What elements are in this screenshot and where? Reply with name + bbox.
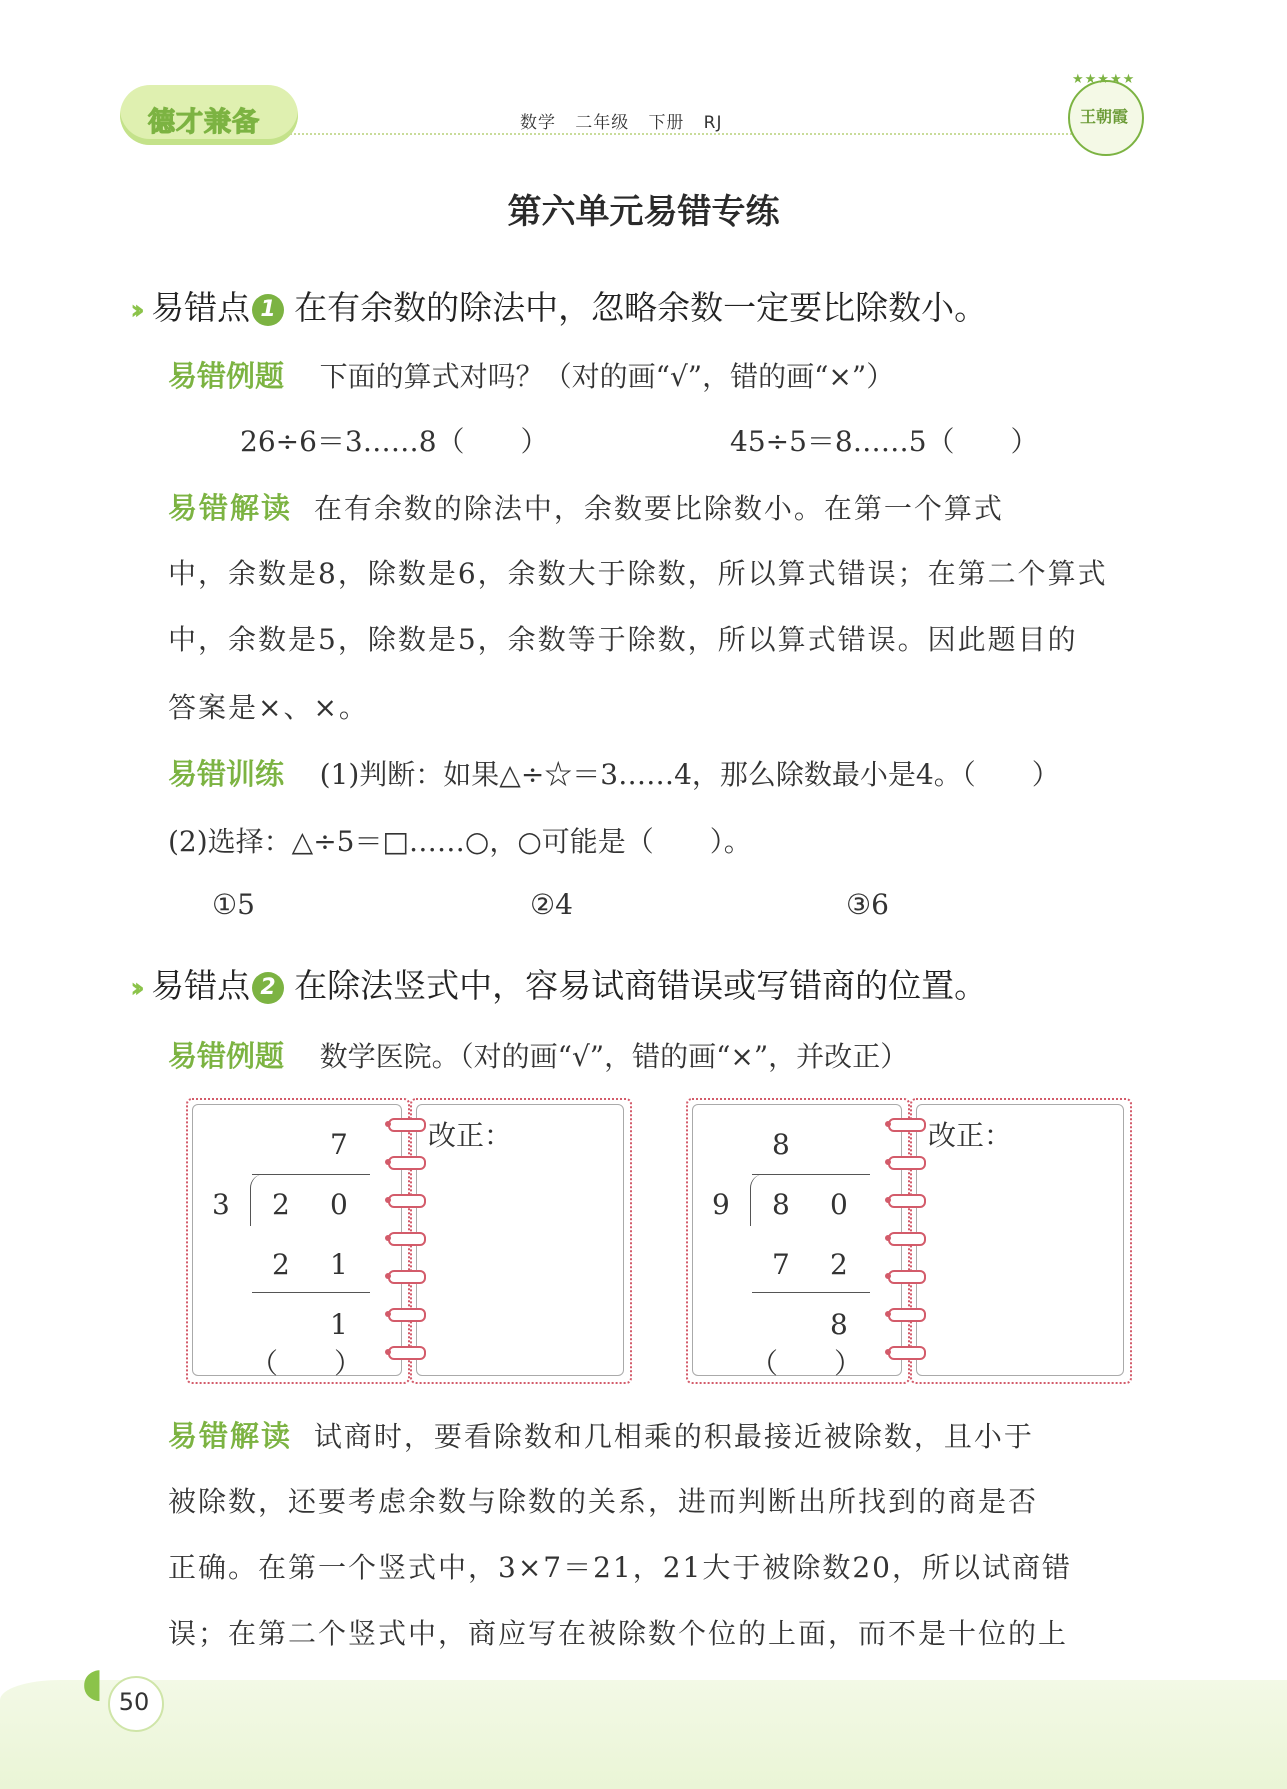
error-point-2-heading [130, 960, 987, 1007]
quotient: 7 [330, 1128, 348, 1161]
grade: 二年级 [575, 113, 630, 133]
equation-2: 45÷5＝8……5（ ） [730, 425, 1039, 458]
training-question-2: (2)选择：△÷5＝□……○，○可能是（ ）。 [168, 825, 752, 858]
remainder: 1 [330, 1308, 348, 1341]
seal-name: 王朝霞 [1080, 107, 1129, 126]
division-bracket [750, 1174, 765, 1226]
point-tag: 易错点 [151, 288, 251, 327]
volume: 下册 [648, 113, 685, 133]
analysis-1-line-1 [168, 486, 1004, 527]
subject: 数学 [520, 113, 556, 133]
dolphin-icon: ◖ [82, 1660, 104, 1706]
example-label: 易错例题 [168, 359, 285, 393]
training-question-1: (1)判断：如果△÷☆＝3……4，那么除数最小是4。（ ） [319, 758, 1060, 791]
analysis-2-line-1 [168, 1414, 1034, 1455]
example-text: 下面的算式对吗？（对的画“√”，错的画“×”） [319, 360, 895, 393]
double-chevron-icon: ›› [130, 971, 138, 1004]
product-tens: 2 [272, 1248, 290, 1281]
option-3: ③6 [846, 888, 889, 921]
dividend-tens: 2 [272, 1188, 290, 1221]
analysis-1-line-4: 答案是×、×。 [168, 691, 369, 724]
brand-logo: 德才兼备 [148, 107, 260, 138]
point-number-badge: 2 [252, 972, 284, 1004]
analysis-2-line-3: 正确。在第一个竖式中，3×7＝21，21大于被除数20，所以试商错 [168, 1551, 1072, 1584]
point-number-badge: 1 [252, 294, 284, 326]
quotient: 8 [772, 1128, 790, 1161]
divisor: 9 [712, 1188, 730, 1221]
equation-1: 26÷6＝3……8（ ） [240, 425, 549, 458]
seal-stars-icon: ★★★★★ [1072, 72, 1136, 87]
analysis-1-line-2: 中，余数是8，除数是6，余数大于除数，所以算式错误；在第二个算式 [168, 557, 1108, 590]
book-info [520, 108, 722, 133]
error-point-1-heading [130, 282, 987, 329]
option-2: ②4 [530, 888, 573, 921]
remainder: 8 [830, 1308, 848, 1341]
example-label: 易错例题 [168, 1039, 285, 1073]
product-ones: 2 [830, 1248, 848, 1281]
example-2 [168, 1034, 908, 1075]
training-label: 易错训练 [168, 757, 285, 791]
division-bar [752, 1174, 870, 1175]
product-ones: 1 [330, 1248, 348, 1281]
work-page-inner [192, 1104, 402, 1376]
subtraction-line [252, 1292, 370, 1293]
training-1 [168, 752, 1060, 793]
dividend-tens: 8 [772, 1188, 790, 1221]
page-number: 50 [118, 1688, 150, 1716]
edition: RJ [703, 113, 723, 133]
division-bracket [250, 1174, 265, 1226]
subtraction-line [752, 1292, 870, 1293]
example-1 [168, 354, 894, 395]
dividend-ones: 0 [830, 1188, 848, 1221]
example-text: 数学医院。（对的画“√”，错的画“×”，并改正） [319, 1040, 909, 1073]
analysis-text: 试商时，要看除数和几相乘的积最接近被除数，且小于 [313, 1420, 1034, 1453]
point-text: 在除法竖式中，容易试商错误或写错商的位置。 [294, 966, 988, 1005]
correction-label: 改正： [928, 1119, 1013, 1152]
analysis-1-line-3: 中，余数是5，除数是5，余数等于除数，所以算式错误。因此题目的 [168, 623, 1078, 656]
option-1: ①5 [212, 888, 255, 921]
double-chevron-icon: ›› [130, 293, 138, 326]
division-bar [252, 1174, 370, 1175]
analysis-label: 易错解读 [168, 1419, 293, 1453]
analysis-2-line-4: 误；在第二个竖式中，商应写在被除数个位的上面，而不是十位的上 [168, 1617, 1069, 1650]
correction-label: 改正： [428, 1119, 513, 1152]
analysis-label: 易错解读 [168, 491, 293, 525]
analysis-text: 在有余数的除法中，余数要比除数小。在第一个算式 [313, 492, 1004, 525]
answer-parentheses: （ ） [750, 1347, 863, 1380]
dividend-ones: 0 [330, 1188, 348, 1221]
spiral-binding-icon [388, 1118, 418, 1384]
product-tens: 7 [772, 1248, 790, 1281]
point-tag: 易错点 [151, 966, 251, 1005]
analysis-2-line-2: 被除数，还要考虑余数与除数的关系，进而判断出所找到的商是否 [168, 1485, 1039, 1518]
footer-background [0, 1680, 1287, 1789]
spiral-binding-icon [888, 1118, 918, 1384]
header-divider [290, 133, 1080, 135]
answer-parentheses: （ ） [250, 1347, 363, 1380]
page-title: 第六单元易错专练 [507, 192, 780, 232]
work-page-inner [692, 1104, 902, 1376]
divisor: 3 [212, 1188, 230, 1221]
point-text: 在有余数的除法中，忽略余数一定要比除数小。 [294, 288, 988, 327]
